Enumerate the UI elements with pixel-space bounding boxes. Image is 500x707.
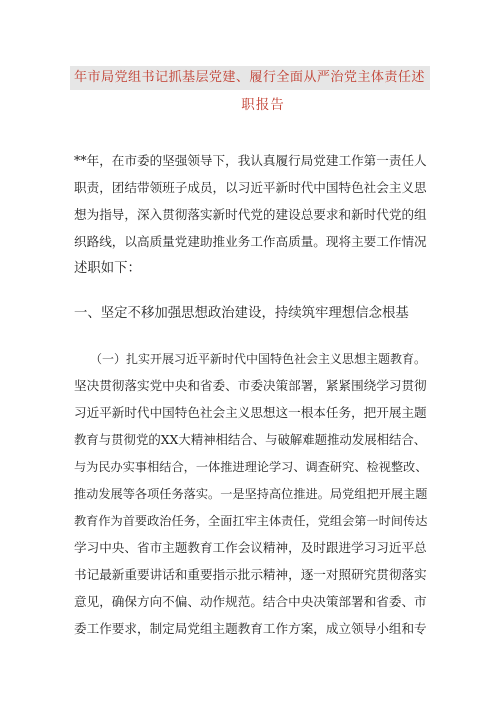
document-title-continued: 职报告 — [241, 97, 285, 113]
body-line: 教育作为首要政治任务，全面扛牢主体责任，党组会第一时间传达 — [74, 514, 428, 528]
document-title: 年市局党组书记抓基层党建、履行全面从严治党主体责任述 — [74, 70, 425, 85]
subsection-heading: （一）扎实开展习近平新时代中国特色社会主义思想主题教育。 — [90, 352, 427, 366]
intro-line: 织路线，以高质量党建助推业务工作高质量。现将主要工作情况 — [74, 234, 427, 249]
intro-line: **年，在市委的坚强领导下，我认真履行局党建工作第一责任人 — [74, 153, 427, 168]
body-line: 委工作要求，制定局党组主题教育工作方案，成立领导小组和专 — [74, 621, 427, 636]
body-line: 与为民办实事相结合，一体推进理论学习、调查研究、检视整改、 — [74, 460, 428, 474]
section-heading: 一、坚定不移加强思想政治建设，持续筑牢理想信念根基 — [74, 306, 409, 321]
intro-line: 述职如下： — [74, 261, 141, 276]
body-line: 书记最新重要讲话和重要指示批示精神，逐一对照研究贯彻落实 — [74, 567, 427, 582]
body-line: 坚决贯彻落实党中央和省委、市委决策部署，紧紧围绕学习贯彻 — [74, 378, 427, 393]
body-line: 教育与贯彻党的XX大精神相结合、与破解难题推动发展相结合、 — [74, 432, 427, 447]
body-line: 意见，确保方向不偏、动作规范。结合中央决策部署和省委、市 — [74, 594, 427, 609]
body-line: 学习中央、省市主题教育工作会议精神，及时跟进学习习近平总 — [74, 540, 427, 555]
body-line: 推动发展等各项任务落实。一是坚持高位推进。局党组把开展主题 — [74, 487, 428, 501]
intro-line: 职责，团结带领班子成员，以习近平新时代中国特色社会主义思 — [74, 180, 427, 195]
intro-line: 想为指导，深入贯彻落实新时代党的建设总要求和新时代党的组 — [74, 207, 427, 222]
body-line: 习近平新时代中国特色社会主义思想这一根本任务，把开展主题 — [74, 405, 427, 420]
